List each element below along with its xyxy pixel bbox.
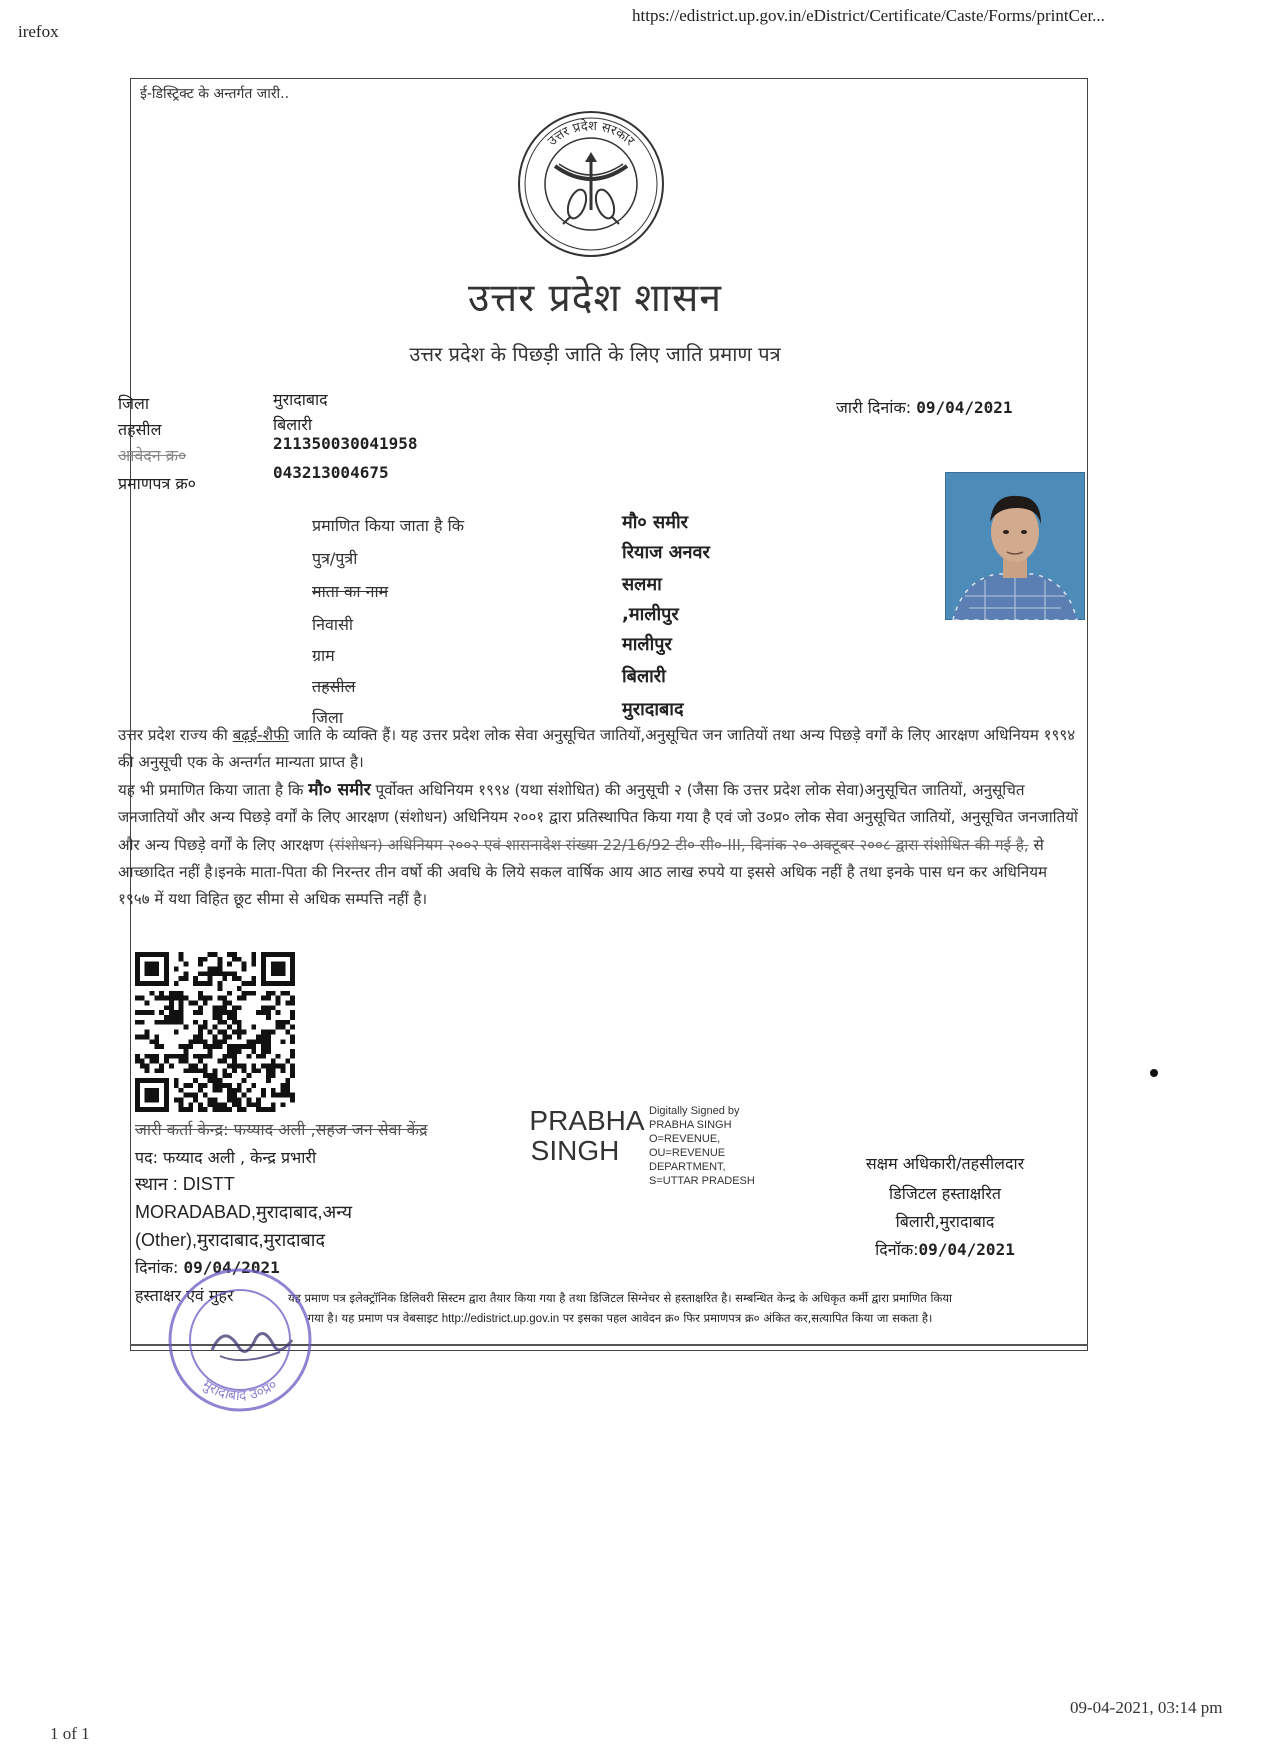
digital-signature-name [522,1106,652,1166]
detail-label-district: जिला [312,708,344,727]
up-emblem [515,108,667,260]
issue-date-label: जारी दिनांक: [836,398,912,417]
signer-first-name: PRABHA [529,1105,645,1136]
district-detail-value: मुरादाबाद [622,699,684,720]
certificate-number-label: प्रमाणपत्र क्र० [118,474,196,493]
digital-signature-details: Digitally Signed by PRABHA SINGH O=REVENUE, OU=REVENUE DEPARTMENT, S=UTTAR PRADESH [649,1105,755,1187]
father-name: रियाज अनवर [622,542,710,563]
signer-last-name: SINGH [530,1135,620,1166]
page-url: https://edistrict.up.gov.in/eDistrict/Certificate/Caste/Forms/printCer... [632,6,1105,25]
officer-date-value: 09/04/2021 [918,1240,1015,1259]
emblem-text: उत्तर प्रदेश सरकार [545,118,638,150]
handwritten-signature [212,1334,292,1352]
tehsil-value: बिलारी [273,415,312,434]
caste-name: बढ़ई-शैफी [232,726,289,744]
tehsil-label: तहसील [118,420,162,439]
applicant-name: मौ० समीर [622,512,689,533]
intro-text: ई-डिस्ट्रिक्ट के अन्तर्गत जारी.. [140,86,290,102]
officer-date [825,1238,1065,1260]
certificate-title: उत्तर प्रदेश के पिछड़ी जाति के लिए जाति प्रमाण पत्र [409,342,781,366]
detail-label-tehsil: तहसील [312,677,356,696]
officer-office: बिलारी,मुरादाबाद [895,1212,995,1231]
issuer-date-label: दिनांक: [135,1258,179,1277]
officer-title: सक्षम अधिकारी/तहसीलदार [865,1154,1025,1173]
seal-text: मुरादाबाद उ०प्र० [199,1376,281,1405]
resident-value: ,मालीपुर [622,604,679,625]
officer-digital-signature: डिजिटल हस्ताक्षरित [889,1184,1001,1203]
detail-label-village: ग्राम [312,646,335,665]
issuer-place-line3: (Other),मुरादाबाद,मुरादाबाद [135,1230,326,1250]
issue-date [836,396,1013,418]
official-seal-stamp [160,1260,320,1420]
detail-label-certified: प्रमाणित किया जाता है कि [312,516,465,535]
verification-note-line2: गया है। यह प्रमाण पत्र वेबसाइट http://edistrict.up.gov.in पर इसका पहल आवेदन क्र० फिर प्रमाणपत्र क्र० अंकित कर,सत्यापित किया जा सकता है। [307,1311,933,1325]
mother-name: सलमा [622,574,662,595]
stray-ink-dot [1150,1069,1158,1077]
issuer-place: स्थान : DISTT [135,1174,235,1194]
page-count: 1 of 1 [50,1724,90,1743]
certificate-body [118,722,1078,914]
village-value: मालीपुर [622,634,672,655]
tehsil-detail-value: बिलारी [622,666,666,687]
issuing-center: जारी कर्ता केन्द्र: फय्याद अली ,सहज जन सेवा केंद्र [135,1120,428,1139]
detail-label-resident: निवासी [312,615,354,634]
body-paragraph-1: उत्तर प्रदेश राज्य की बढ़ई-शैफी जाति के व्यक्ति हैं। यह उत्तर प्रदेश लोक सेवा अनुसूचित जातियों,अनुसूचित जन जातियों तथा अन्य पिछड़े वर्गों के लिए आरक्षण अधिनियम १९९४ की अनुसूची एक के अन्तर्गत मान्यता प्राप्त है। [118,726,1076,772]
application-number: 211350030041958 [273,434,418,453]
verification-website-link[interactable]: http://edistrict.up.gov.in [441,1313,560,1325]
district-value: मुरादाबाद [273,390,328,409]
officer-date-label: दिनॉक: [875,1240,919,1259]
signature-seal-label: हस्ताक्षर एवं मुहर [135,1286,234,1305]
body-paragraph-2: यह भी प्रमाणित किया जाता है कि मौ० समीर पूर्वोक्त अधिनियम १९९४ (यथा संशोधित) की अनुसूची २ (जैसा कि उत्तर प्रदेश लोक सेवा)अनुसूचित जातियों, अनुसूचित जनजातियों और अन्य पिछड़े वर्गों के लिए आरक्षण (संशोधन) अधिनियम २००१ द्वारा प्रतिस्थापित किया गया है एवं जो उ०प्र० लोक सेवा अनुसूचित जातियों, अनुसूचित जनजातियों और अन्य पिछड़े वर्गों के लिए आरक्षण (संशोधन) अधिनियम २००२ एवं शासनादेश संख्या 22/16/92 टी० सी०-III, दिनांक २० अक्टूबर २००८ द्वारा संशोधित की गई है, से आच्छादित नहीं है।इनके माता-पिता की निरन्तर तीन वर्षो की अवधि के लिये सकल वार्षिक आय आठ लाख रुपये या इससे अधिक नहीं है तथा इनके पास धन कर अधिनियम १९५७ में यथा विहित छूट सीमा से अधिक सम्पत्ति नहीं है। [118,779,1078,909]
district-label: जिला [118,394,150,413]
issuer-place-line2: MORADABAD,मुरादाबाद,अन्य [135,1202,353,1222]
issuer-date-value: 09/04/2021 [183,1258,280,1277]
qr-code [135,952,295,1112]
body-applicant-name: मौ० समीर [308,779,371,800]
print-timestamp: 09-04-2021, 03:14 pm [1070,1698,1223,1717]
certificate-number: 043213004675 [273,463,389,482]
browser-name: irefox [18,22,59,41]
detail-label-parent: पुत्र/पुत्री [312,549,358,568]
detail-label-mother: माता का नाम [312,582,389,601]
issuer-post: पद: फय्याद अली , केन्द्र प्रभारी [135,1148,317,1167]
applicant-photo [945,472,1085,620]
application-number-label: आवेदन क्र० [118,446,187,465]
issue-date-value: 09/04/2021 [916,398,1013,417]
government-title: उत्तर प्रदेश शासन [467,276,723,321]
verification-note-line1: यह प्रमाण पत्र इलेक्ट्रॉनिक डिलिवरी सिस्टम द्वारा तैयार किया गया है तथा डिजिटल सिग्नेचर से हस्ताक्षरित है। सम्बन्धित केन्द्र के अधिकृत कर्मी द्वारा प्रमाणित किया [288,1291,952,1305]
